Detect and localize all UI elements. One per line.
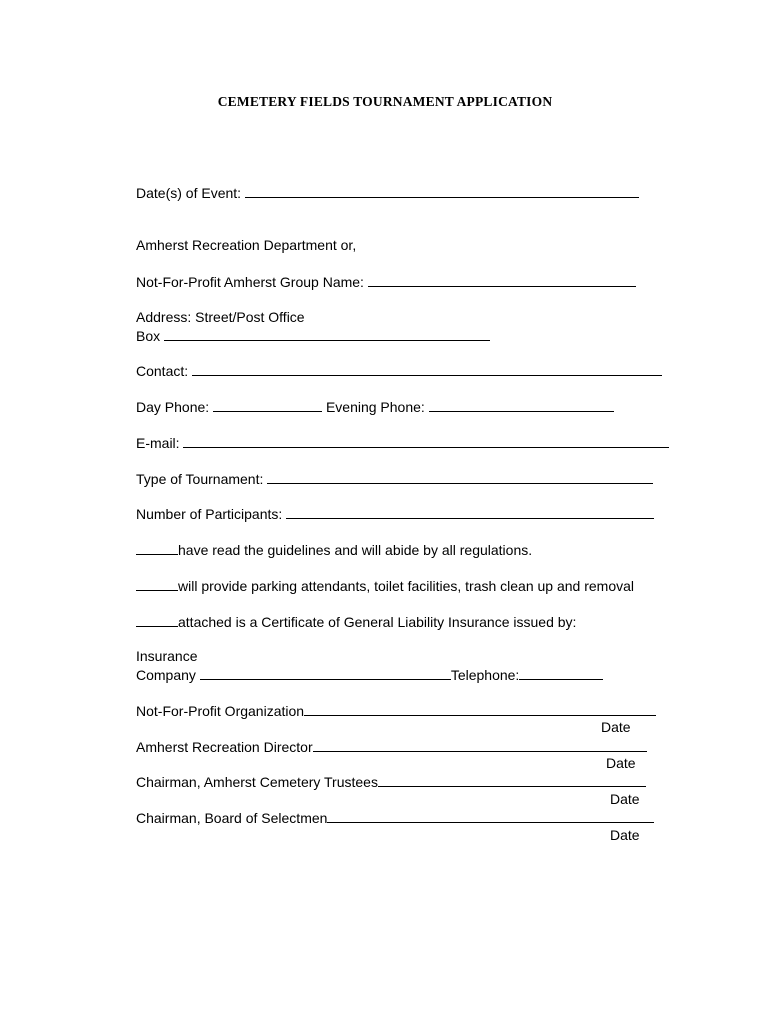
- insurance-telephone-field[interactable]: [519, 666, 603, 680]
- checklist-initial-field[interactable]: [136, 613, 178, 627]
- signature-field[interactable]: [313, 738, 647, 752]
- signature-row: [136, 702, 656, 719]
- contact-label: Contact:: [136, 363, 189, 379]
- contact-field[interactable]: [192, 362, 662, 376]
- tournament-type-field[interactable]: [267, 470, 653, 484]
- signature-date-label: Date: [610, 827, 640, 843]
- tournament-type-label: Type of Tournament:: [136, 471, 264, 487]
- day-phone-label: Day Phone:: [136, 399, 210, 415]
- checklist-item: [136, 541, 532, 558]
- evening-phone-label: Evening Phone:: [325, 399, 425, 415]
- signature-label: Amherst Recreation Director: [136, 739, 313, 755]
- signature-field[interactable]: [378, 773, 646, 787]
- signature-row: [136, 809, 654, 826]
- participants-row: [136, 505, 654, 522]
- address-field[interactable]: [164, 327, 490, 341]
- participants-label: Number of Participants:: [136, 506, 283, 522]
- group-name-row: [136, 273, 636, 290]
- checklist-initial-field[interactable]: [136, 577, 178, 591]
- checklist-text: have read the guidelines and will abide by all regulations.: [178, 542, 533, 558]
- address-label-line1: Address: Street/Post Office: [136, 309, 305, 325]
- checklist-item: [136, 577, 634, 594]
- signature-field[interactable]: [327, 809, 654, 823]
- address-label-line2: Box: [136, 328, 161, 344]
- signature-field[interactable]: [304, 702, 656, 716]
- signature-date-label: Date: [606, 755, 636, 771]
- checklist-text: will provide parking attendants, toilet facilities, trash clean up and removal: [178, 578, 635, 594]
- group-name-field[interactable]: [368, 273, 636, 287]
- checklist-text: attached is a Certificate of General Liability Insurance issued by:: [178, 614, 577, 630]
- dates-of-event-label: Date(s) of Event:: [136, 185, 242, 201]
- signature-label: Chairman, Amherst Cemetery Trustees: [136, 774, 378, 790]
- phone-row: [136, 398, 614, 415]
- email-row: [136, 434, 669, 451]
- email-label: E-mail:: [136, 435, 180, 451]
- signature-label: Chairman, Board of Selectmen: [136, 810, 328, 826]
- group-name-label: Not-For-Profit Amherst Group Name:: [136, 274, 364, 290]
- participants-field[interactable]: [286, 505, 654, 519]
- signature-row: [136, 773, 646, 790]
- signature-date-label: Date: [610, 791, 640, 807]
- checklist-item: [136, 613, 576, 630]
- contact-row: [136, 362, 662, 379]
- signature-date-label: Date: [601, 719, 631, 735]
- address-row: [136, 327, 490, 344]
- tournament-type-row: [136, 470, 653, 487]
- insurance-company-label: Company: [136, 667, 196, 683]
- dates-of-event-row: [136, 184, 639, 201]
- amherst-rec-dept-text: Amherst Recreation Department or,: [136, 237, 357, 253]
- email-field[interactable]: [183, 434, 669, 448]
- evening-phone-field[interactable]: [429, 398, 614, 412]
- insurance-row: [136, 666, 603, 683]
- insurance-telephone-label: Telephone:: [450, 667, 520, 683]
- insurance-company-field[interactable]: [200, 666, 451, 680]
- insurance-label-line1: Insurance: [136, 648, 198, 664]
- checklist-initial-field[interactable]: [136, 541, 178, 555]
- dates-of-event-field[interactable]: [245, 184, 639, 198]
- signature-row: [136, 738, 647, 755]
- form-title: CEMETERY FIELDS TOURNAMENT APPLICATION: [217, 94, 553, 109]
- day-phone-field[interactable]: [213, 398, 322, 412]
- signature-label: Not-For-Profit Organization: [136, 703, 305, 719]
